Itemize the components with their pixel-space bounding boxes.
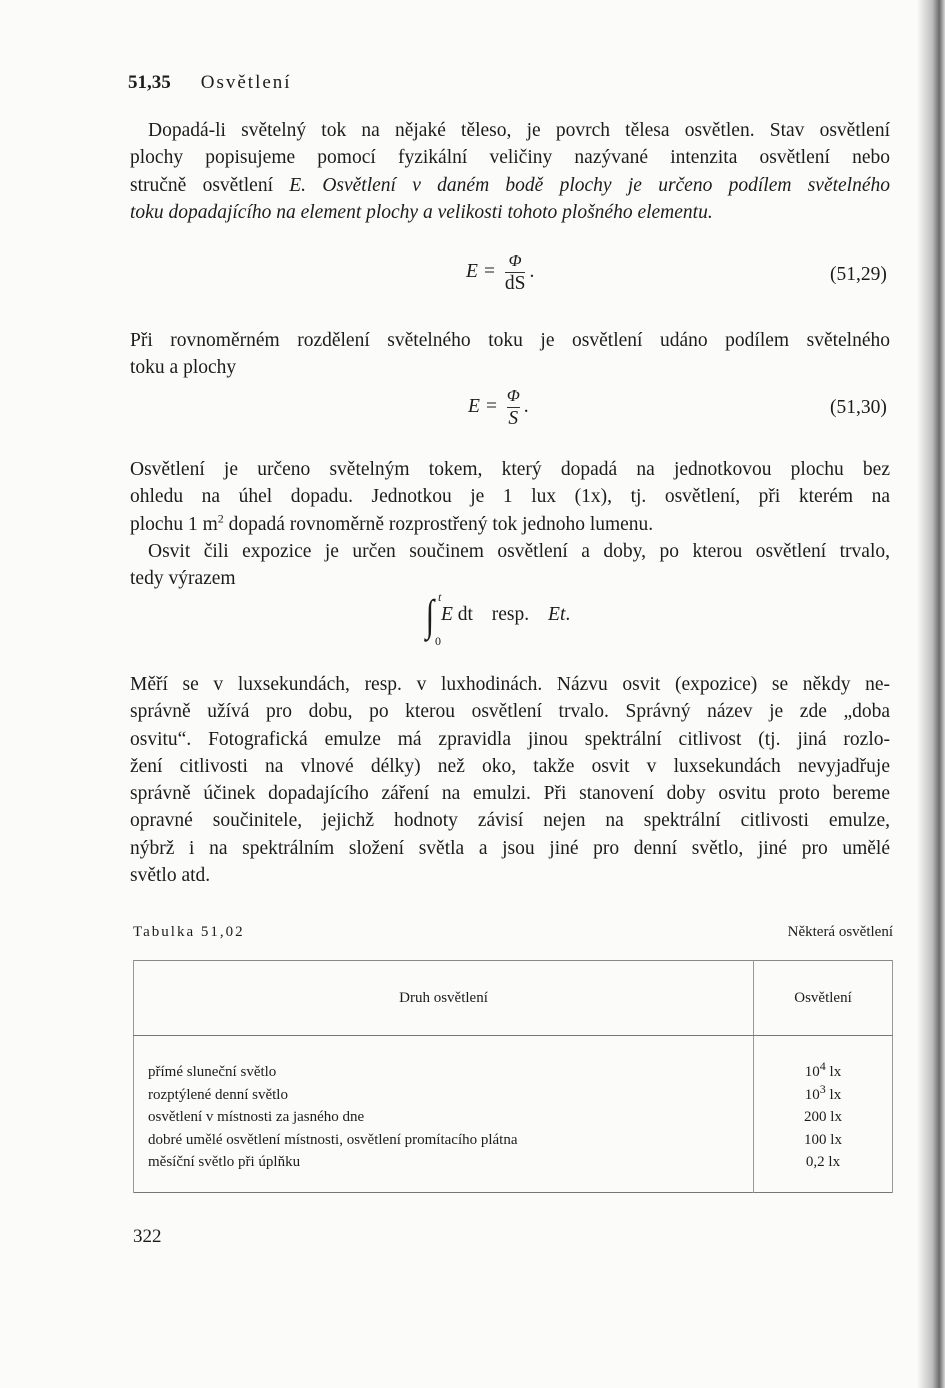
table-title: Některá osvětlení — [787, 924, 893, 940]
column-header: Osvětlení — [754, 961, 893, 1036]
period: . — [529, 260, 535, 282]
value-number: 200 — [804, 1109, 827, 1125]
text-segment: toku dopadajícího na element plochy a velikosti tohoto plošného elementu. — [130, 201, 713, 223]
equation-lhs: E = — [468, 395, 498, 417]
table-cell-kind: měsíční světlo při úplňku — [148, 1154, 301, 1170]
value-number: 10 — [804, 1064, 820, 1080]
integral-expression — [424, 590, 644, 650]
kind-column — [134, 1036, 753, 1174]
value-unit: lx — [825, 1086, 842, 1103]
paragraph — [130, 671, 890, 889]
text-segment: dopadá rovnoměrně rozprostřený tok jednoho lumenu. — [223, 513, 654, 535]
text-line — [130, 753, 890, 780]
table-cell-kind: osvětlení v místnosti za jasného dne — [148, 1109, 365, 1125]
value-unit: lx — [824, 1154, 841, 1170]
equation-51-30 — [468, 385, 529, 430]
numerator: Φ — [505, 250, 526, 273]
text-segment: žení citlivosti na vlnové délky) než oko, takže osvit v luxsekundách nevyjadřuje — [130, 755, 890, 777]
text-segment: Dopadá-li světelný tok na nějaké těleso, je povrch tělesa osvětlen. Stav osvětlení — [148, 120, 890, 141]
text-line — [130, 780, 890, 807]
text-line — [130, 698, 890, 725]
text-segment: plochy popisujeme pomocí fyzikální veličiny nazývané intenzita osvětlení nebo — [130, 147, 890, 169]
text-line — [130, 354, 890, 381]
text-line — [130, 862, 890, 889]
equation-lhs: E = — [466, 260, 496, 282]
fraction — [507, 385, 520, 430]
value-unit: lx — [825, 1064, 842, 1080]
text-segment: nýbrž i na spektrálním složení světla a jsou jiné pro denní světlo, jiné pro umělé — [130, 837, 890, 859]
text-segment: stručně osvětlení — [130, 174, 290, 196]
text-line — [130, 511, 890, 538]
section-title: Osvětlení — [200, 72, 292, 93]
paragraph — [130, 538, 890, 593]
upper-limit: t — [438, 590, 442, 604]
paragraph — [130, 327, 890, 382]
period: . — [523, 395, 529, 417]
binding-shadow — [917, 0, 945, 1388]
table-cell-value — [754, 1061, 892, 1084]
text-line — [130, 327, 890, 354]
text-line — [130, 172, 890, 199]
text-line — [130, 807, 890, 834]
table-cell-value — [754, 1081, 892, 1107]
value-number: 100 — [804, 1131, 827, 1148]
table-cell-kind: dobré umělé osvětlení místnosti, osvětlení promítacího plátna — [148, 1131, 518, 1148]
illuminance-table — [133, 960, 893, 1193]
integrand: E — [440, 603, 453, 625]
alt-expression: Et — [548, 603, 566, 625]
text-segment: Osvětlení je určeno světelným tokem, který dopadá na jednotkovou plochu bez — [130, 459, 890, 480]
section-number: 51,35 — [128, 72, 171, 93]
equation-number: (51,30) — [830, 397, 887, 418]
text-segment: Při rovnoměrném rozdělení světelného toku je osvětlení udáno podílem světelného — [130, 330, 890, 351]
text-segment: světlo atd. — [130, 865, 211, 887]
table-cell-kind: přímé sluneční světlo — [148, 1064, 277, 1080]
value-column — [754, 1036, 892, 1174]
text-line — [130, 144, 890, 171]
text-line — [130, 835, 890, 862]
differential: dt — [452, 603, 473, 625]
superscript: 2 — [217, 511, 224, 526]
page-number: 322 — [133, 1226, 162, 1247]
numerator: Φ — [507, 385, 520, 408]
text-line — [130, 483, 890, 510]
text-segment: toku a plochy — [130, 357, 237, 379]
text-segment: Měří se v luxsekundách, resp. v luxhodinách. Názvu osvit (expozice) se někdy ne- — [130, 674, 890, 695]
text-segment: opravné součinitele, jejichž hodnoty závisí nejen na spektrální citlivosti emulze, — [130, 810, 890, 832]
text-segment: osvitu“. Fotografická emulze má zpravidla jinou spektrální citlivost (tj. jiná rozlo- — [130, 728, 890, 750]
table-cell-kind: rozptýlené denní světlo — [148, 1086, 288, 1103]
value-exponent: 3 — [819, 1081, 826, 1096]
value-unit: lx — [826, 1109, 842, 1125]
resp-label: resp. — [491, 603, 530, 625]
text-segment: E. Osvětlení v daném bodě plochy je určeno podílem světelného — [289, 174, 890, 196]
text-line — [130, 671, 890, 698]
period: . — [565, 603, 571, 625]
table-cell-value — [754, 1129, 892, 1152]
text-segment: správně užívá pro dobu, po kterou osvětlení trvalo. Správný název je zde „doba — [130, 701, 890, 723]
table-caption: Tabulka 51,02 — [133, 924, 245, 940]
text-segment: tedy výrazem — [130, 568, 236, 590]
section-heading — [128, 72, 292, 94]
text-segment: Osvit čili expozice je určen součinem osvětlení a doby, po kterou osvětlení trvalo, — [148, 541, 890, 562]
paragraph — [130, 456, 890, 538]
value-unit: lx — [826, 1131, 842, 1148]
text-line — [130, 726, 890, 753]
equation-51-29 — [466, 250, 534, 295]
text-segment: ohledu na úhel dopadu. Jednotkou je 1 lux (1x), tj. osvětlení, při kterém na — [130, 486, 890, 508]
equation-number: (51,29) — [830, 264, 887, 285]
text-line — [130, 199, 890, 226]
fraction — [505, 250, 526, 295]
paragraph — [130, 117, 890, 226]
table-cell-value — [754, 1106, 892, 1129]
denominator: dS — [504, 273, 526, 294]
table-cell-value — [754, 1151, 892, 1174]
denominator: S — [508, 408, 519, 429]
column-header: Druh osvětlení — [134, 961, 754, 1036]
text-line — [130, 117, 890, 144]
value-exponent: 4 — [819, 1059, 826, 1073]
text-segment: plochu 1 m — [130, 513, 218, 535]
value-number: 10 — [804, 1086, 820, 1103]
table-header-row — [134, 961, 893, 1036]
integral-sign: ∫ — [425, 591, 435, 640]
value-number: 0,2 — [805, 1154, 825, 1170]
text-line — [130, 538, 890, 565]
lower-limit: 0 — [435, 634, 441, 648]
text-line — [130, 456, 890, 483]
text-line — [130, 565, 890, 592]
text-segment: správně účinek dopadajícího záření na emulzi. Při stanovení doby osvitu proto bereme — [130, 783, 890, 805]
